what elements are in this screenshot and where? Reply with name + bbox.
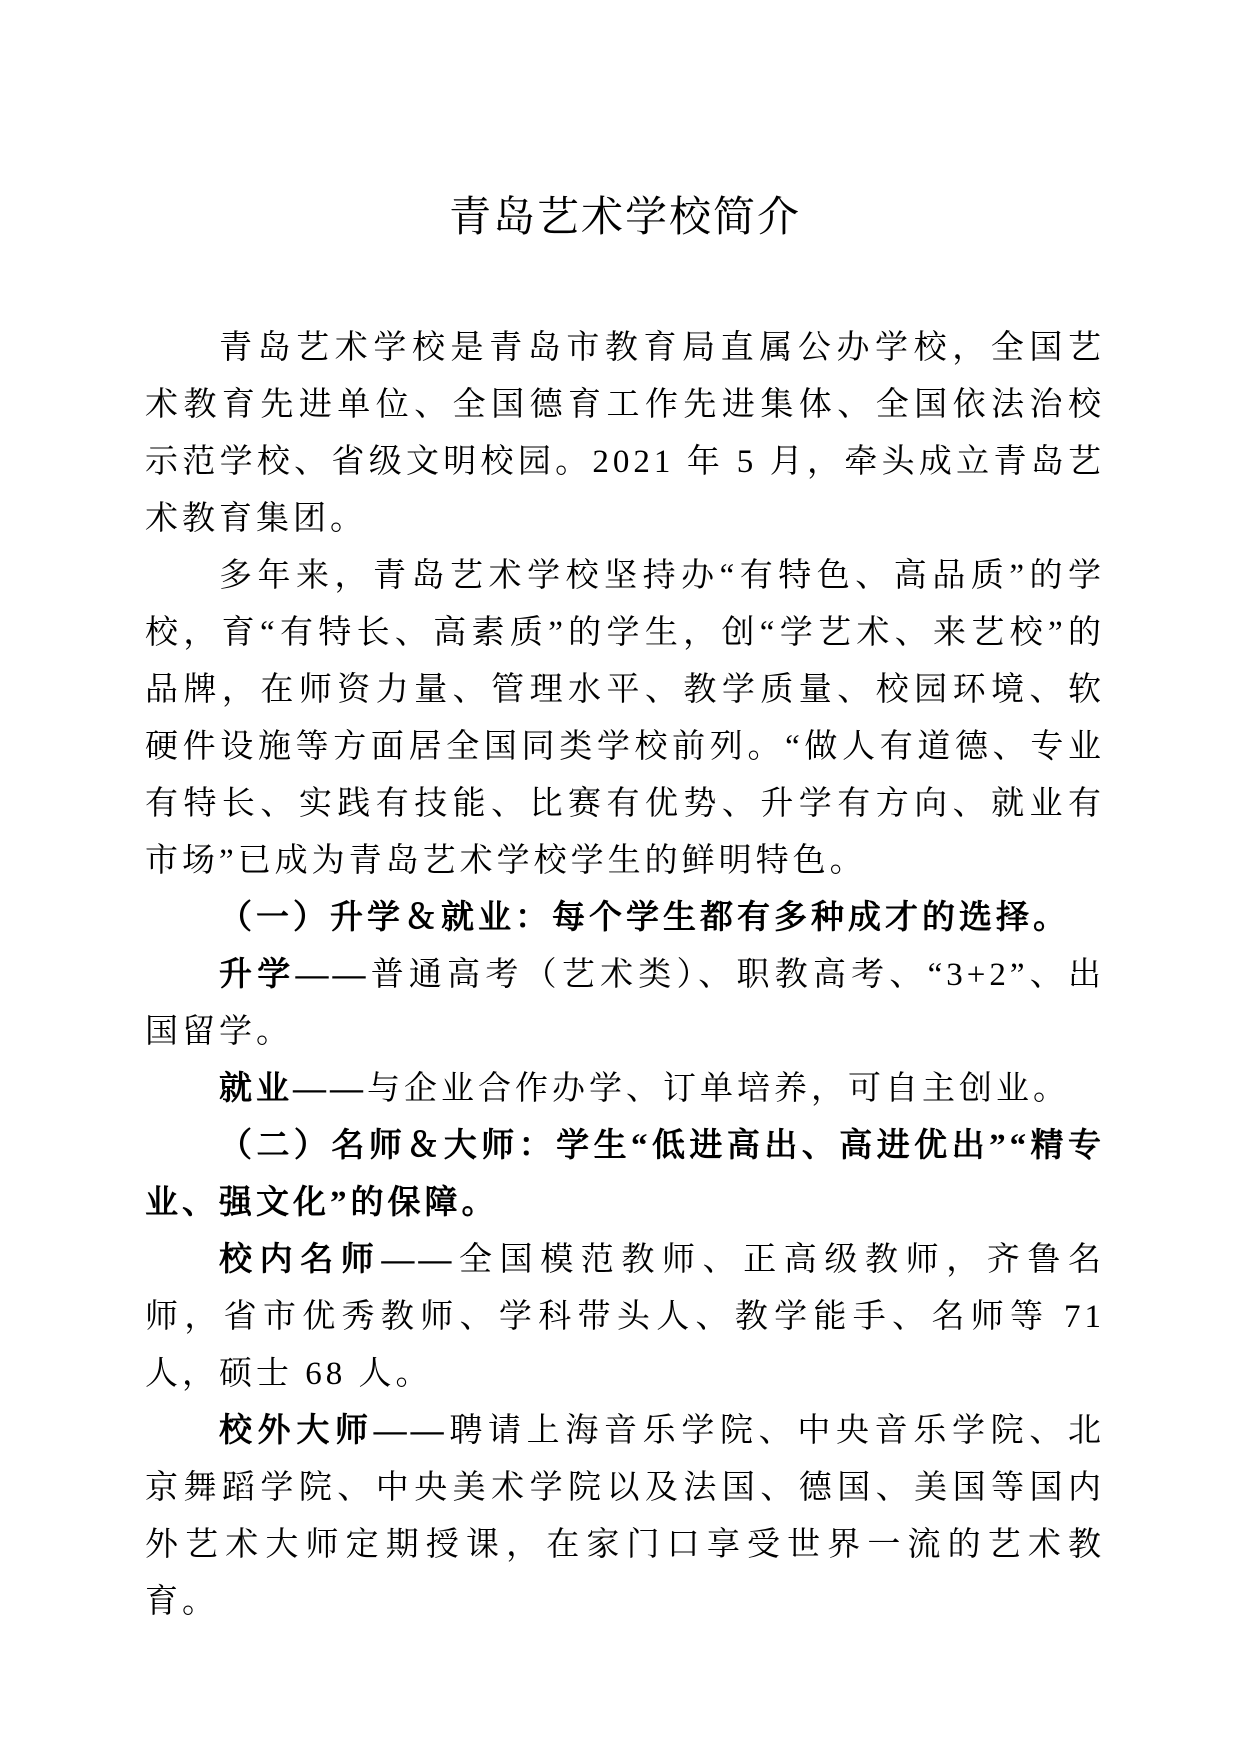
paragraph-school-intro: 青岛艺术学校是青岛市教育局直属公办学校，全国艺术教育先进单位、全国德育工作先进集体、全国依法治校示范学校、省级文明校园。2021 年 5 月，牵头成立青岛艺术教育集团。: [145, 330, 1105, 537]
paragraph-school-brand: 多年来，青岛艺术学校坚持办“有特色、高品质”的学校，育“有特长、高素质”的学生，创“学艺术、来艺校”的品牌，在师资力量、管理水平、教学质量、校园环境、软硬件设施等方面居全国同类学校前列。“做人有道德、专业有特长、实践有技能、比赛有优势、升学有方向、就业有市场”已成为青岛艺术学校学生的鲜明特色。: [145, 558, 1105, 879]
paragraph-jiuye: [145, 1061, 1105, 1118]
paragraph-xiaowai-dashi: [145, 1403, 1105, 1631]
paragraph-xiaonei-mingshi-text: 全国模范教师、正高级教师，齐鲁名师，省市优秀教师、学科带头人、教学能手、名师等 71 人，硕士 68 人。: [145, 1242, 1106, 1392]
paragraph-jiuye-text: 与企业合作办学、订单培养，可自主创业。: [367, 1071, 1070, 1107]
paragraph-xiaowai-dashi-text: 聘请上海音乐学院、中央音乐学院、北京舞蹈学院、中央美术学院以及法国、德国、美国等国内外艺术大师定期授课，在家门口享受世界一流的艺术教育。: [145, 1413, 1106, 1620]
paragraph-jiuye-lead: 就业——: [219, 1071, 367, 1107]
paragraph-xiaowai-dashi-lead: 校外大师——: [219, 1413, 448, 1449]
paragraph-shengxue-text: 普通高考（艺术类）、职教高考、“3+2”、出国留学。: [145, 957, 1106, 1050]
paragraph-xiaonei-mingshi: [145, 1232, 1105, 1403]
document-title: 青岛艺术学校简介: [448, 195, 801, 241]
paragraph-shengxue: [145, 947, 1105, 1061]
section-heading-2: （二）名师＆大师：学生“低进高出、高进优出”“精专业、强文化”的保障。: [145, 1128, 1105, 1221]
section-heading-1: （一）升学＆就业：每个学生都有多种成才的选择。: [219, 900, 1070, 936]
paragraph-xiaonei-mingshi-lead: 校内名师——: [219, 1242, 456, 1278]
paragraph-shengxue-lead: 升学——: [219, 957, 370, 993]
